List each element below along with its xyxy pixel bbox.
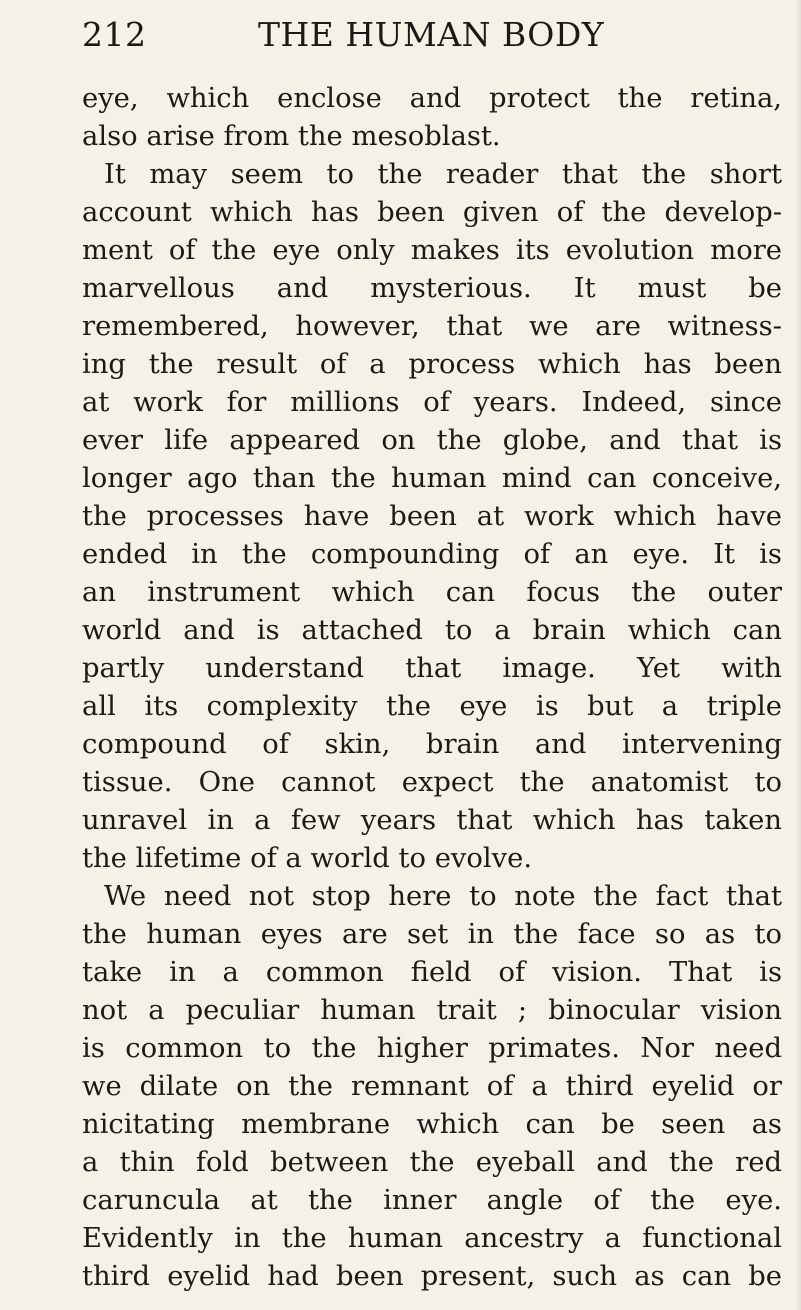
text-line: tissue. One cannot expect the anatomist to — [82, 767, 782, 798]
text-line: unravel in a few years that which has taken — [82, 805, 782, 836]
text-line: We need not stop here to note the fact that — [104, 881, 782, 912]
text-line: at work for millions of years. Indeed, since — [82, 387, 782, 418]
text-line: the human eyes are set in the face so as to — [82, 919, 782, 950]
text-line: also arise from the mesoblast. — [82, 121, 501, 152]
text-line: a thin fold between the eyeball and the red — [82, 1147, 782, 1178]
text-line: not a peculiar human trait ; binocular vision — [82, 995, 782, 1026]
text-line: ended in the compounding of an eye. It is — [82, 539, 782, 570]
text-line: remembered, however, that we are witness- — [82, 311, 782, 342]
text-line: eye, which enclose and protect the retina, — [82, 83, 782, 114]
text-line: compound of skin, brain and intervening — [82, 729, 782, 760]
page-edge-shadow — [795, 0, 801, 1310]
text-line: we dilate on the remnant of a third eyelid or — [82, 1071, 782, 1102]
running-title: THE HUMAN BODY — [258, 15, 605, 54]
text-line: marvellous and mysterious. It must be — [82, 273, 782, 304]
text-line: the processes have been at work which have — [82, 501, 782, 532]
text-line: is common to the higher primates. Nor need — [82, 1033, 782, 1064]
text-line: account which has been given of the develop- — [82, 197, 782, 228]
running-head — [82, 12, 782, 58]
text-line: world and is attached to a brain which can — [82, 615, 782, 646]
text-line: ever life appeared on the globe, and that is — [82, 425, 782, 456]
text-line: partly understand that image. Yet with — [82, 653, 782, 684]
page-number: 212 — [82, 15, 147, 54]
text-line: third eyelid had been present, such as can be — [82, 1261, 782, 1292]
body-text — [82, 80, 782, 1296]
text-line: ing the result of a process which has been — [82, 349, 782, 380]
text-line: caruncula at the inner angle of the eye. — [82, 1185, 782, 1216]
text-line: all its complexity the eye is but a triple — [82, 691, 782, 722]
text-line: the lifetime of a world to evolve. — [82, 843, 533, 874]
text-line: an instrument which can focus the outer — [82, 577, 782, 608]
text-line: It may seem to the reader that the short — [104, 159, 782, 190]
text-line: take in a common field of vision. That is — [82, 957, 782, 988]
text-line: longer ago than the human mind can conceive, — [82, 463, 782, 494]
text-line: Evidently in the human ancestry a functional — [82, 1223, 782, 1254]
text-line: nicitating membrane which can be seen as — [82, 1109, 782, 1140]
text-line: ment of the eye only makes its evolution more — [82, 235, 782, 266]
